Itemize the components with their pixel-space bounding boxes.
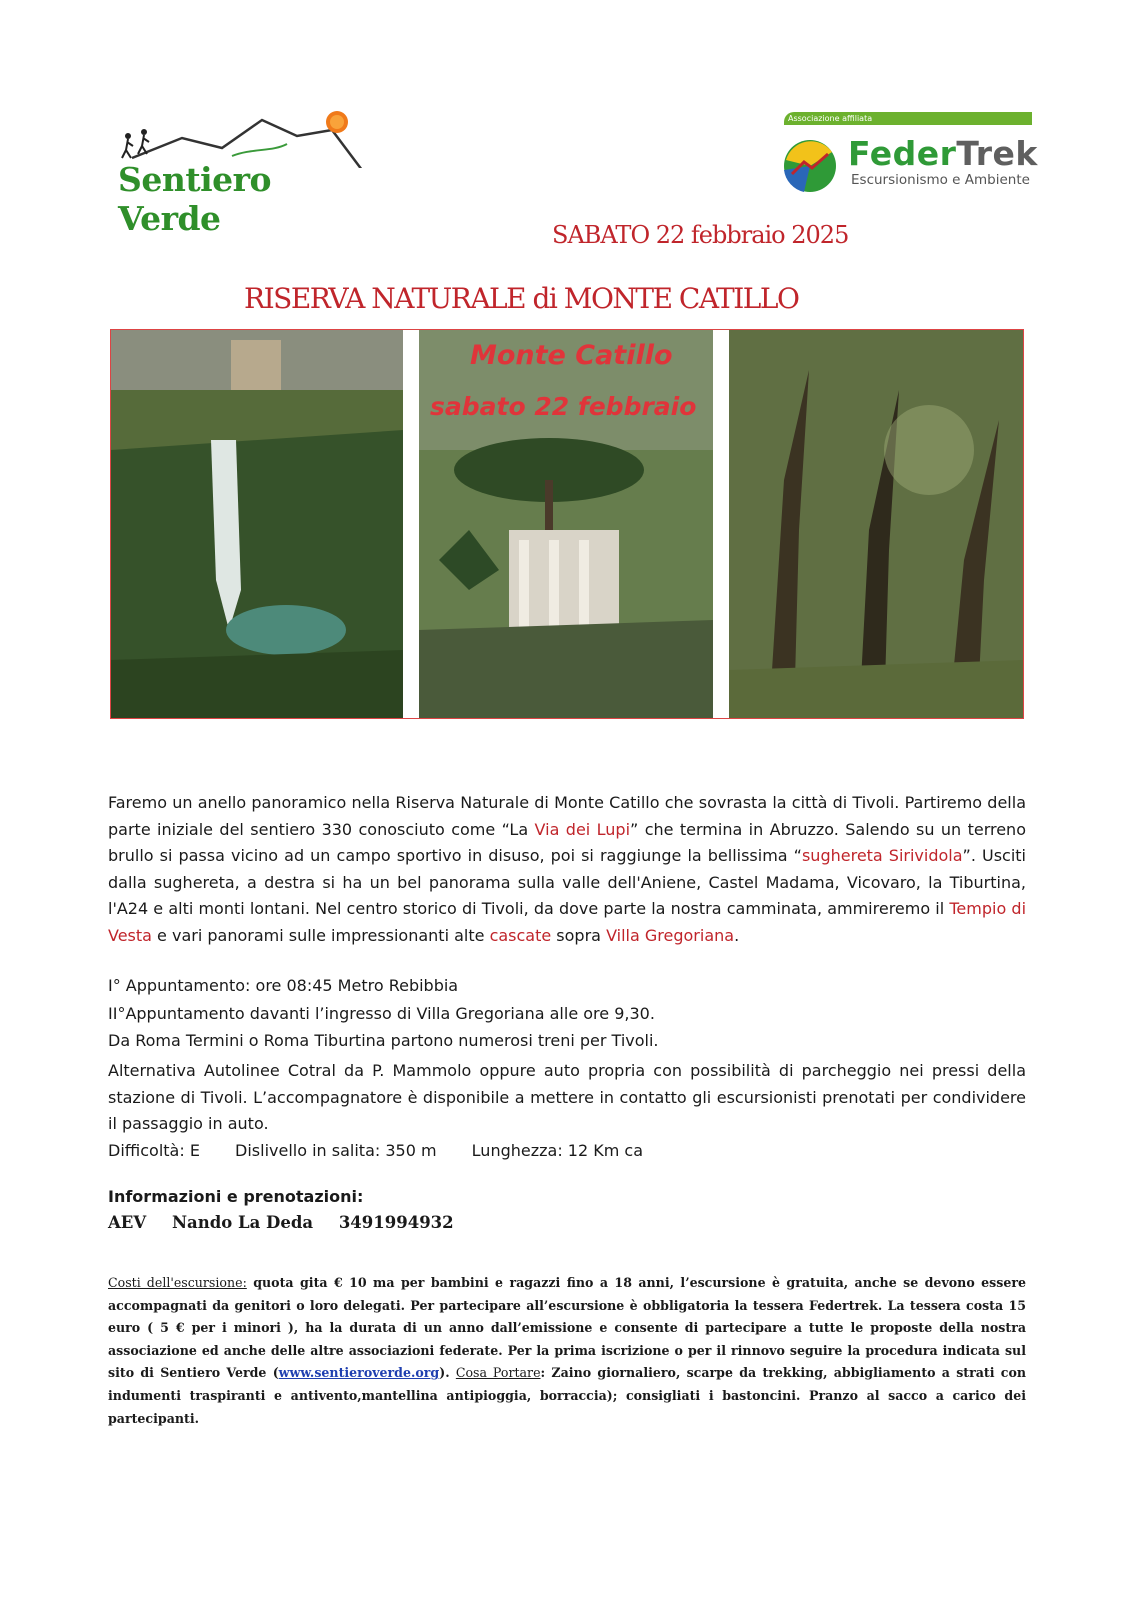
logo-right-wordmark: FederTrek bbox=[848, 134, 1038, 173]
highlight-cascate: cascate bbox=[489, 925, 552, 945]
photo-overlay-title: Monte Catillo bbox=[470, 340, 673, 371]
train-info: Da Roma Termini o Roma Tiburtina partono numerosi treni per Tivoli. bbox=[108, 1031, 659, 1050]
logo-tagline: Escursionismo e Ambiente bbox=[851, 172, 1030, 188]
waterfall-photo bbox=[111, 330, 403, 718]
alternative-transport: Alternativa Autolinee Cotral da P. Mammolo oppure auto propria con possibilità di parcheggio nei pressi della stazione di Tivoli. L’accompagnatore è disponibile a mettere in contatto gli escursionisti prenotati per condividere il passaggio in auto. bbox=[108, 1061, 1026, 1133]
highlight-villa-gregoriana: Villa Gregoriana bbox=[606, 925, 735, 945]
hike-length: Lunghezza: 12 Km ca bbox=[471, 1141, 644, 1160]
federtrek-logo bbox=[778, 112, 1038, 194]
elevation-gain: Dislivello in salita: 350 m bbox=[235, 1141, 437, 1160]
highlight-sughereta: sughereta Sirividola bbox=[801, 846, 963, 865]
difficulty: Difficoltà: E bbox=[108, 1141, 200, 1160]
logo-association-label: Associazione affiliata bbox=[788, 114, 873, 123]
event-date: SABATO 22 febbraio 2025 bbox=[552, 221, 849, 249]
photo-collage bbox=[110, 329, 1024, 719]
logo-left-wordmark: Sentiero Verde bbox=[118, 160, 271, 238]
contact-person: Nando La Deda bbox=[171, 1213, 314, 1232]
contact-line bbox=[108, 1213, 474, 1232]
event-title: RISERVA NATURALE di MONTE CATILLO bbox=[244, 282, 799, 315]
highlight-via-dei-lupi: Via dei Lupi bbox=[534, 819, 631, 839]
website-link[interactable]: www.sentieroverde.org bbox=[278, 1365, 440, 1381]
bring-label: Cosa Portare bbox=[455, 1365, 541, 1381]
hike-stats bbox=[108, 1141, 673, 1160]
event-description: Faremo un anello panoramico nella Riserva Naturale di Monte Catillo che sovrasta la città di Tivoli. Partiremo della parte iniziale del sentiero 330 conosciuto come “La Via dei Lupi” che termina in Abruzzo. Salendo su un terreno brullo si passa vicino ad un campo sportivo in disuso, poi si raggiunge la bellissima “sughereta Sirividola”. Usciti dalla sughereta, a destra si ha un bel panorama sulla valle dell'Aniene, Castel Madama, Vicovaro, la Tiburtina, l'A24 e alti monti lontani. Nel centro storico di Tivoli, da dove parte la nostra camminata, ammireremo il Tempio di Vesta e vari panorami sulle impressionanti alte cascate sopra Villa Gregoriana. bbox=[108, 793, 1027, 945]
second-appointment: II°Appuntamento davanti l’ingresso di Villa Gregoriana alle ore 9,30. bbox=[108, 1004, 655, 1023]
info-heading: Informazioni e prenotazioni: bbox=[108, 1187, 364, 1206]
photo-overlay-date: sabato 22 febbraio bbox=[430, 392, 697, 421]
first-appointment: I° Appuntamento: ore 08:45 Metro Rebibbia bbox=[108, 976, 459, 995]
contact-role: AEV bbox=[108, 1213, 147, 1232]
temple-photo bbox=[419, 330, 713, 718]
costs-label: Costi dell'escursione: bbox=[108, 1275, 247, 1290]
costs-paragraph: Costi dell'escursione: quota gita € 10 ma per bambini e ragazzi fino a 18 anni, l’escursione è gratuita, anche se devono essere accompagnati da genitori o loro delegati. Per partecipare all’escursione è obbligatoria la tessera Federtrek. La tessera costa 15 euro ( 5 € per i minori ), ha la durata di un anno dall’emissione e consente di partecipare a tutte le proposte della nostra associazione ed anche delle altre associazioni federate. Per la prima iscrizione o per il rinnovo seguire la procedura indicata sul sito di Sentiero Verde (www.sentieroverde.org). Cosa Portare: Zaino giornaliero, scarpe da trekking, abbigliamento a strati con indumenti traspiranti e antivento,mantellina antipioggia, borraccia); consigliati i bastoncini. Pranzo al sacco a carico dei partecipanti. bbox=[108, 1275, 1027, 1426]
highlight-tempio: Tempio di Vesta bbox=[108, 899, 1027, 945]
contact-phone[interactable]: 3491994932 bbox=[338, 1213, 454, 1232]
federtrek-globe-icon bbox=[778, 134, 842, 194]
forest-photo bbox=[729, 330, 1023, 718]
sentiero-verde-logo bbox=[112, 108, 372, 238]
mountain-hikers-icon bbox=[112, 108, 372, 168]
